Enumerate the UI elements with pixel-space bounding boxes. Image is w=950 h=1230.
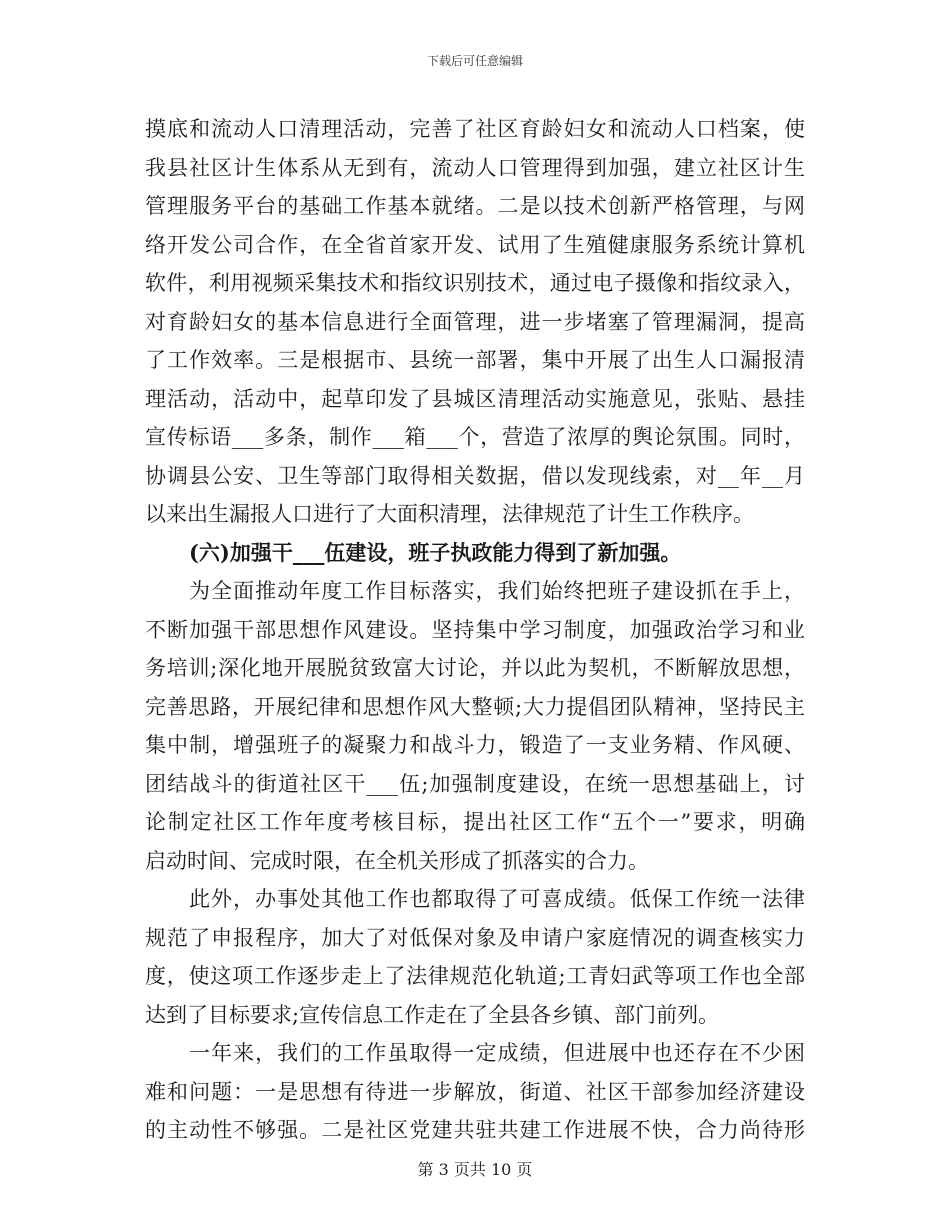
text-line: 管理服务平台的基础工作基本就绪。二是以技术创新严格管理，与网 (145, 194, 805, 218)
text-line: 团结战斗的街道社区干___伍;加强制度建设，在统一思想基础上，讨 (145, 771, 805, 796)
text-line: 理活动，活动中，起草印发了县城区清理活动实施意见，张贴、悬挂 (145, 386, 805, 411)
text-line: 论制定社区工作年度考核目标，提出社区工作“五个一”要求，明确 (145, 810, 805, 834)
document-body (145, 110, 805, 1150)
text-line: 对育龄妇女的基本信息进行全面管理，进一步堵塞了管理漏洞，提高 (145, 309, 805, 334)
text-line: 规范了申报程序，加大了对低保对象及申请户家庭情况的调查核实力 (145, 925, 805, 950)
text-line: 协调县公安、卫生等部门取得相关数据，借以发现线索，对__年__月 (145, 463, 805, 488)
paragraph-problems (145, 1034, 805, 1150)
text-line: 为全面推动年度工作目标落实，我们始终把班子建设抓在手上， (189, 579, 805, 603)
text-line: 度，使这项工作逐步走上了法律规范化轨道;工青妇武等项工作也全部 (145, 964, 805, 988)
text-line: 务培训;深化地开展脱贫致富大讨论，并以此为契机，不断解放思想， (145, 656, 805, 680)
text-line: 此外，办事处其他工作也都取得了可喜成绩。低保工作统一法律 (189, 887, 805, 911)
text-line: 启动时间、完成时限，在全机关形成了抓落实的合力。 (145, 848, 649, 873)
text-line: 完善思路，开展纪律和思想作风大整顿;大力提倡团队精神，坚持民主 (145, 694, 805, 719)
paragraph-family-planning (145, 110, 805, 534)
text-line: 摸底和流动人口清理活动，完善了社区育龄妇女和流动人口档案，使 (145, 117, 805, 141)
heading-line: (六)加强干___伍建设，班子执政能力得到了新加强。 (189, 539, 682, 565)
text-line: 一年来，我们的工作虽取得一定成绩，但进展中也还存在不少困 (189, 1041, 805, 1065)
text-line: 了工作效率。三是根据市、县统一部署，集中开展了出生人口漏报清 (145, 348, 805, 372)
text-line: 的主动性不够强。二是社区党建共驻共建工作进展不快，合力尚待形 (145, 1118, 805, 1142)
page-header: 下载后可任意编辑 (426, 54, 523, 68)
text-line: 络开发公司合作，在全省首家开发、试用了生殖健康服务系统计算机 (145, 232, 805, 257)
text-line: 我县社区计生体系从无到有，流动人口管理得到加强，建立社区计生 (145, 155, 805, 180)
text-line: 难和问题：一是思想有待进一步解放，街道、社区干部参加经济建设 (145, 1079, 805, 1104)
paragraph-other-work (145, 880, 805, 1034)
page-footer: 第 3 页共 10 页 (417, 1160, 533, 1179)
text-line: 不断加强干部思想作风建设。坚持集中学习制度，加强政治学习和业 (145, 617, 805, 642)
paragraph-team-building (145, 572, 805, 880)
text-line: 达到了目标要求;宣传信息工作走在了全县各乡镇、部门前列。 (145, 1002, 720, 1027)
text-line: 集中制，增强班子的凝聚力和战斗力，锻造了一支业务精、作风硬、 (145, 733, 805, 757)
text-line: 软件，利用视频采集技术和指纹识别技术，通过电子摄像和指纹录入， (145, 271, 805, 295)
text-line: 宣传标语___多条，制作___箱___个，营造了浓厚的舆论氛围。同时， (145, 425, 805, 449)
text-line: 以来出生漏报人口进行了大面积清理，法律规范了计生工作秩序。 (145, 502, 754, 526)
section-heading (145, 534, 805, 573)
